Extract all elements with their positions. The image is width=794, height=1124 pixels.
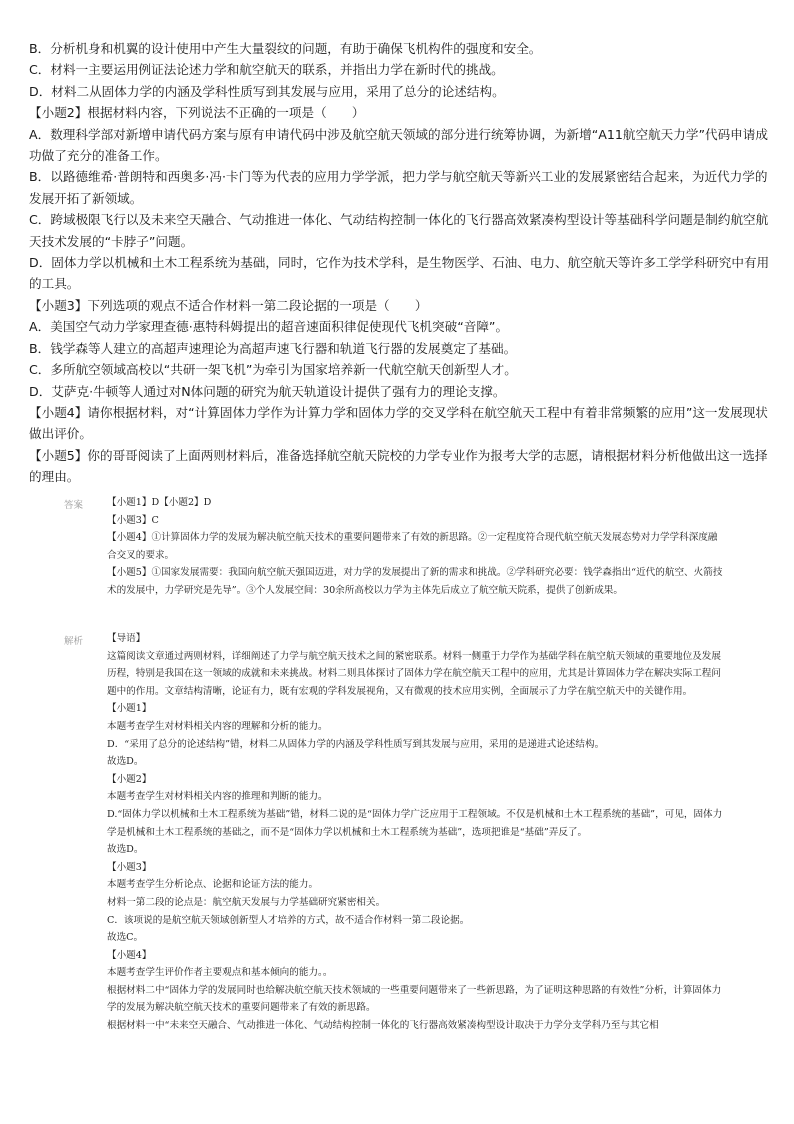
analysis-line: 故选D。: [107, 756, 144, 768]
answer-line-2: 【小题3】C: [107, 514, 159, 526]
option-b-q3: B．钱学森等人建立的高超声速理论为高超声速飞行器和轨道飞行器的发展奠定了基础。: [29, 340, 517, 356]
option-c-q2: C．跨域极限飞行以及未来空天融合、气动推进一体化、气动结构控制一体化的飞行器高效紧凑构型设计等基础科学问题是制约航空航天技术发展的“卡脖子”问题。: [29, 212, 769, 249]
analysis-line: 【导语】: [107, 633, 146, 644]
analysis-line: 本题考查学生对材料相关内容的理解和分析的能力。: [107, 720, 328, 732]
analysis-line: 本题考查学生分析论点、论据和论证方法的能力。: [107, 879, 319, 891]
option-c-q1: C．材料一主要运用例证法论述力学和航空航天的联系，并指出力学在新时代的挑战。: [29, 62, 504, 78]
analysis-line: 【小题4】: [107, 949, 152, 961]
answer-line-3: 【小题4】①计算固体力学的发展为解决航空航天技术的重要问题带来了有效的新思路。②一定程度符合现代航空航天发展态势对力学学科深度融合交叉的要求。: [107, 532, 718, 561]
option-b-q1: B．分析机身和机翼的设计使用中产生大量裂纹的问题，有助于确保飞机构件的强度和安全。: [29, 41, 542, 56]
analysis-line: 这篇阅读文章通过两则材料，详细阐述了力学与航空航天技术之间的紧密联系。材料一侧重于力学作为基础学科在航空航天领域的重要地位及发展历程，特别是我国在这一领域的成就和未来挑战。材料二则具体探讨了固体力学在航空航天工程中的应用，尤其是计算固体力学在解决实际工程问题中的作用。文章结构清晰，论证有力，既有宏观的学科发展视角，又有微观的技术应用实例，全面展示了力学在航空航天中的关键作用。: [107, 650, 721, 697]
option-c-q3: C．多所航空领域高校以“共研一架飞机”为牵引为国家培养新一代航空航天创新型人才。: [29, 362, 517, 378]
question-4-title: 【小题4】请你根据材料，对“计算固体力学作为计算力学和固体力学的交叉学科在航空航天工程中有着非常频繁的应用”这一发展现状做出评价。: [29, 404, 768, 442]
analysis-line: 【小题2】: [107, 773, 152, 785]
analysis-label: 解析: [64, 636, 84, 647]
analysis-line: 故选D。: [107, 844, 144, 856]
analysis-line: 根据材料一中“未来空天融合、气动推进一体化、气动结构控制一体化的飞行器高效紧凑构型设计取决于力学分支学科乃至与其它相: [107, 1020, 659, 1032]
analysis-line: D.“固体力学以机械和土木工程系统为基础”错，材料二说的是“固体力学广泛应用于工程领域。不仅是机械和土木工程系统的基础”，可见，固体力学是机械和土木工程系统的基础之，而不是“固体力学以机械和土木工程系统为基础”，选项把谁是“基础”弄反了。: [107, 808, 723, 838]
analysis-line: 本题考查学生评价作者主要观点和基本倾向的能力。。: [107, 967, 333, 979]
answer-line-1: 【小题1】D【小题2】D: [107, 497, 212, 508]
option-d-q1: D．材料二从固体力学的内涵及学科性质写到其发展与应用，采用了总分的论述结构。: [29, 83, 505, 99]
question-block: [29, 38, 771, 488]
question-3-title: 【小题3】下列选项的观点不适合作材料一第二段论据的一项是（ ）: [29, 297, 428, 313]
analysis-line: D．“采用了总分的论述结构”错，材料二从固体力学的内涵及学科性质写到其发展与应用，采用的是递进式论述结构。: [107, 738, 605, 750]
analysis-line: C．该项说的是航空航天领域创新型人才培养的方式，故不适合作材料一第二段论据。: [107, 914, 470, 926]
analysis-line: 【小题1】: [107, 703, 152, 715]
analysis-line: 【小题3】: [107, 861, 152, 873]
analysis-line: 材料一第二段的论点是：航空航天发展与力学基础研究紧密相关。: [107, 896, 386, 908]
option-a-q3: A．美国空气动力学家理查德·惠特科姆提出的超音速面积律促使现代飞机突破“音障”。: [29, 319, 509, 335]
option-d-q2: D．固体力学以机械和土木工程系统为基础，同时，它作为技术学科，是生物医学、石油、电力、航空航天等许多工学学科研究中有用的工具。: [29, 255, 770, 292]
option-a-q2: A．数理科学部对新增申请代码方案与原有申请代码中涉及航空航天领域的部分进行统筹协调，为新增“A11航空航天力学”代码申请成功做了充分的准备工作。: [29, 126, 768, 164]
analysis-block: [107, 630, 725, 1035]
question-5-title: 【小题5】你的哥哥阅读了上面两则材料后，准备选择航空航天院校的力学专业作为报考大学的志愿，请根据材料分析他做出这一选择的理由。: [29, 447, 768, 485]
answer-label: 答案: [64, 500, 84, 511]
question-2-title: 【小题2】根据材料内容，下列说法不正确的一项是（ ）: [29, 105, 365, 121]
option-b-q2: B．以路德维希·普朗特和西奥多·冯·卡门等为代表的应用力学学派，把力学与航空航天等新兴工业的发展紧密结合起来，为近代力学的发展开拓了新领域。: [29, 169, 768, 206]
answer-line-4: 【小题5】①国家发展需要：我国向航空航天强国迈进，对力学的发展提出了新的需求和挑战。②学科研究必要：钱学森指出“近代的航空、火箭技术的发展中，力学研究是先导”。③个人发展空间：30余所高校以力学为主体先后成立了航空航天院系，提供了创新成果。: [107, 567, 723, 596]
analysis-line: 本题考查学生对材料相关内容的推理和判断的能力。: [107, 791, 328, 803]
analysis-line: 故选C。: [107, 932, 144, 944]
option-d-q3: D．艾萨克·牛顿等人通过对N体问题的研究为航天轨道设计提供了强有力的理论支撑。: [29, 383, 506, 399]
analysis-line: 根据材料二中“固体力学的发展同时也给解决航空航天技术领域的一些重要问题带来了一些新思路，为了证明这种思路的有效性”分析，计算固体力学的发展为解决航空航天技术的重要问题带来了有效的新思路。: [107, 984, 722, 1014]
answer-block: [107, 494, 725, 600]
